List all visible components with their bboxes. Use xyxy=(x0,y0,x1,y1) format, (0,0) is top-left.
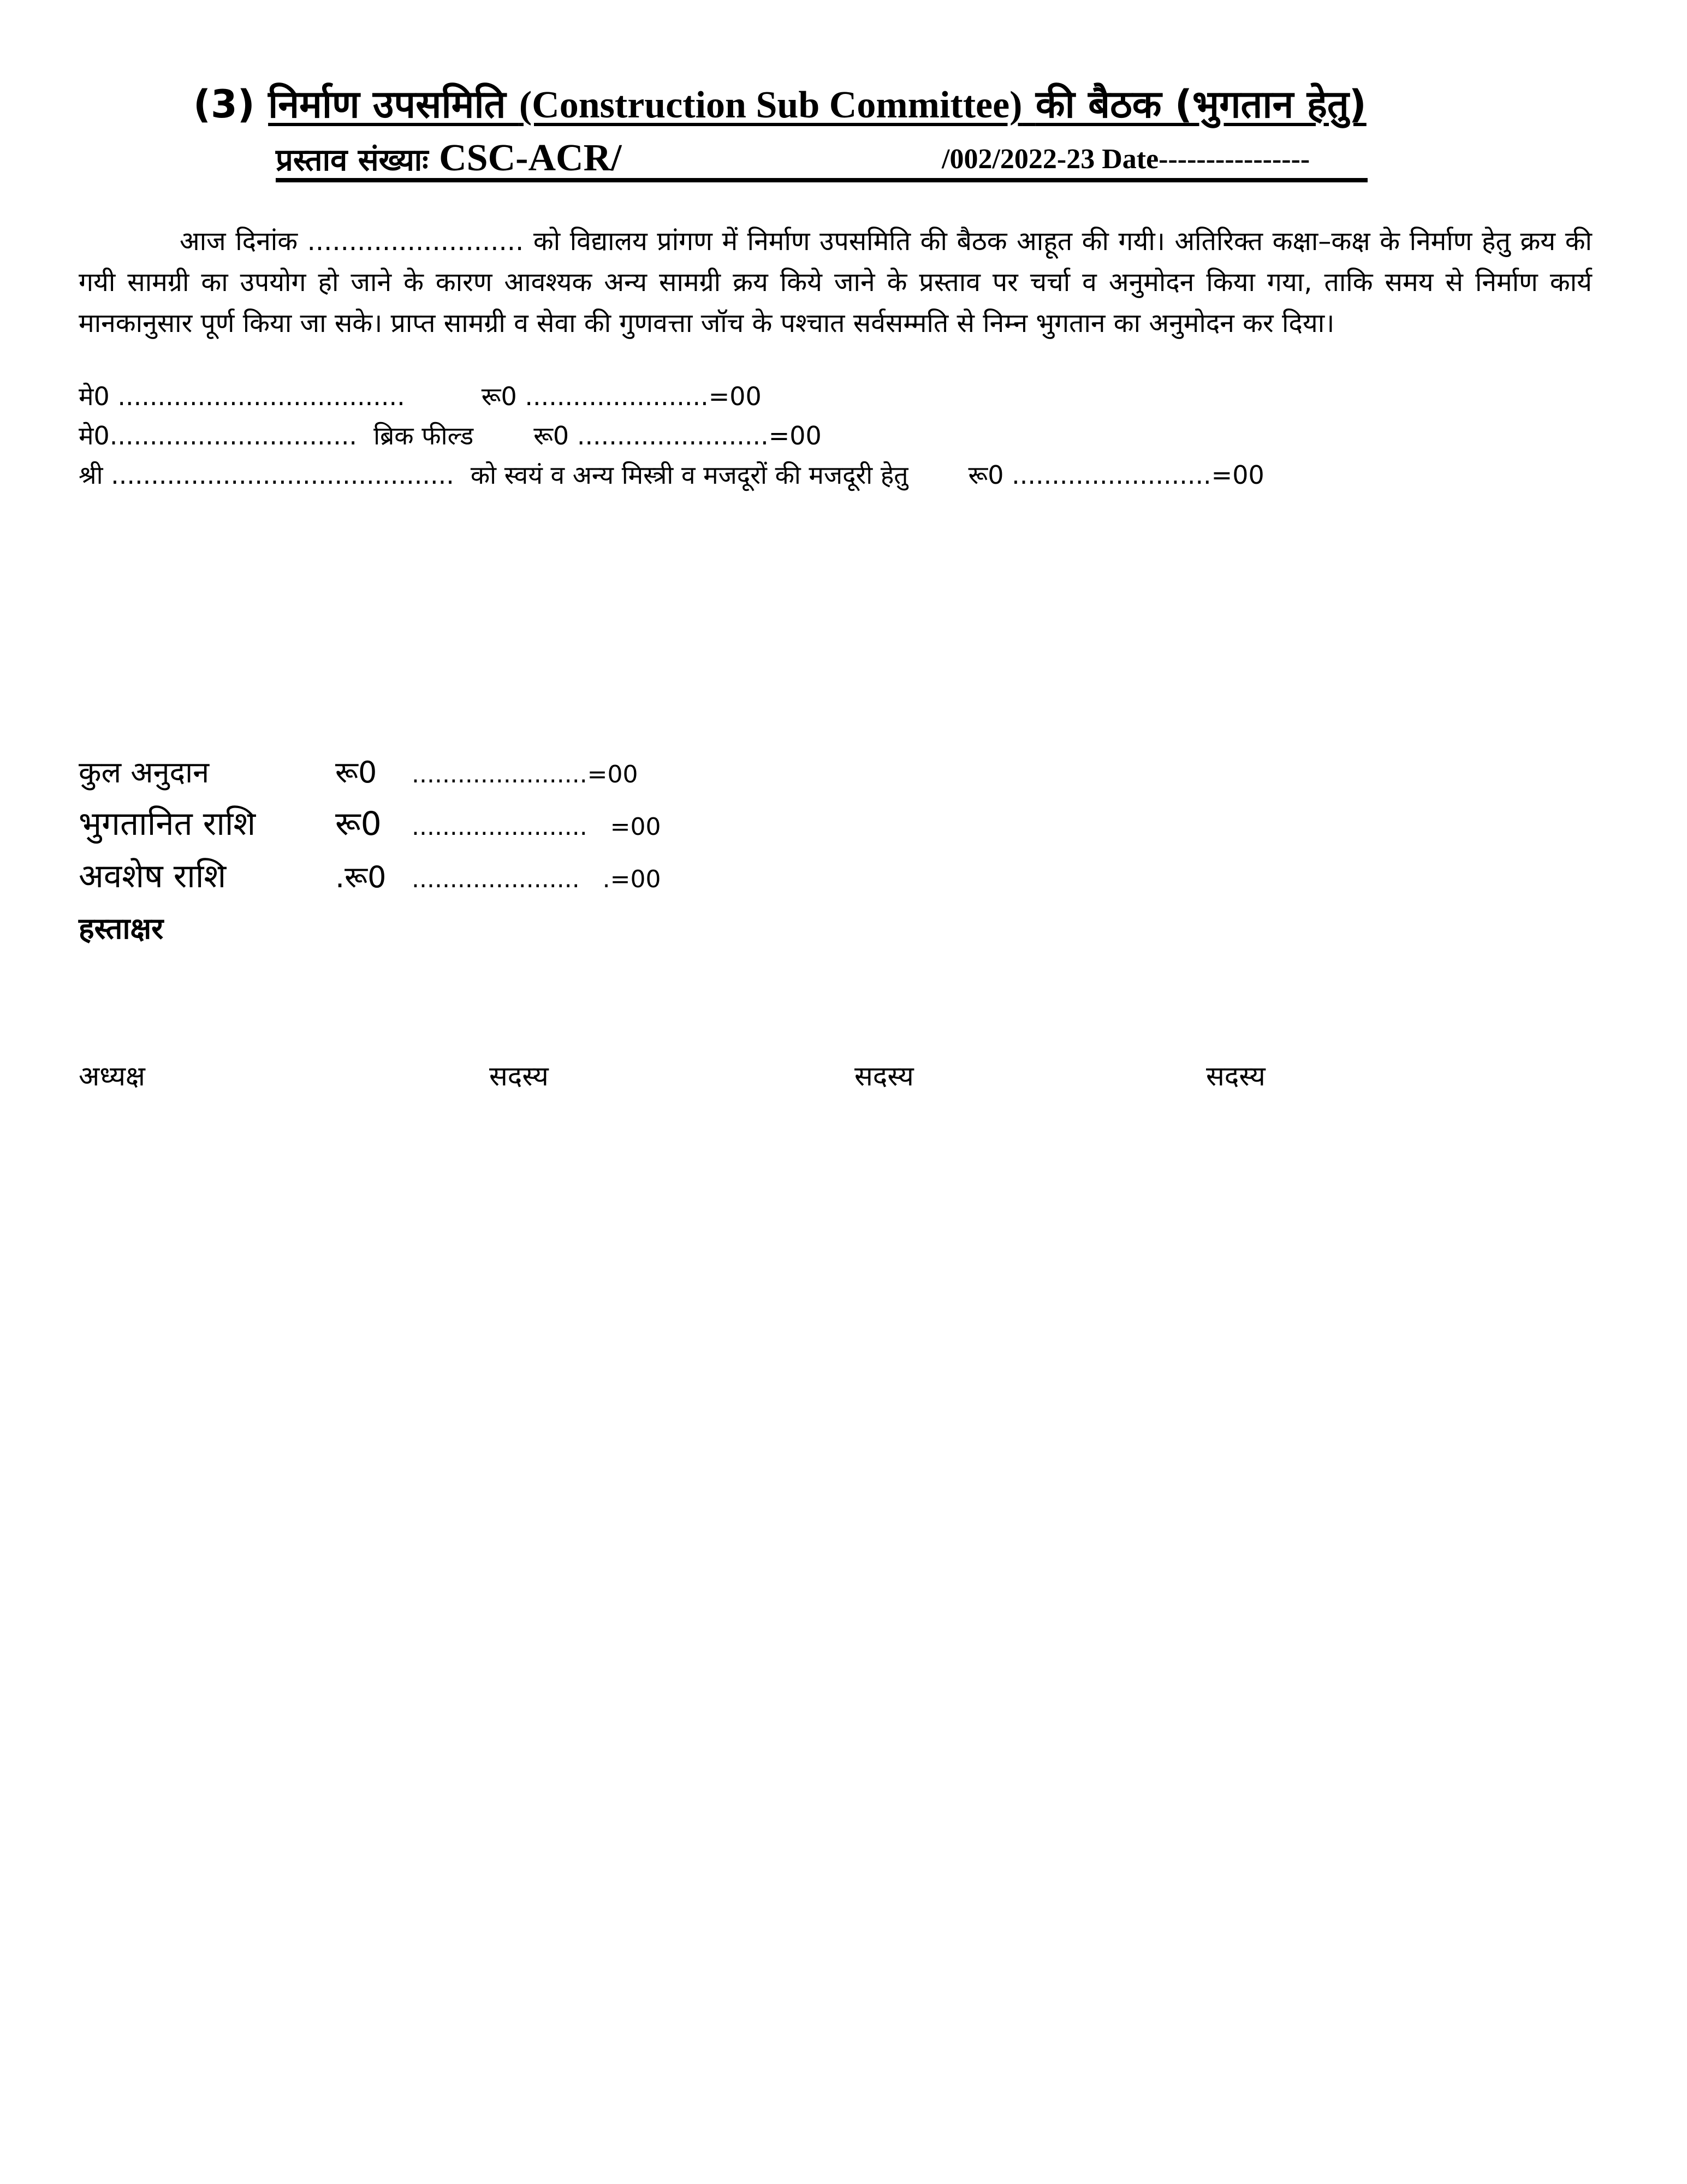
payment-row-3 xyxy=(79,455,1592,495)
value: .......................=00 xyxy=(412,761,638,788)
proposal-suffix-date: /002/2022-23 Date---------------- xyxy=(942,144,1310,175)
label: भुगतानित राशि xyxy=(79,805,256,843)
value: ...................... .=00 xyxy=(412,865,661,893)
currency: रू0 xyxy=(335,755,377,790)
currency: .रू0 xyxy=(335,860,387,894)
proposal-number-line xyxy=(276,136,1368,182)
total-grant-row xyxy=(79,748,661,799)
payment-row-1 xyxy=(79,377,1592,416)
currency: रू0 xyxy=(335,805,382,843)
proposal-ref: CSC-ACR/ xyxy=(439,137,622,179)
payment-row-2 xyxy=(79,416,1592,455)
label: कुल अनुदान xyxy=(79,755,210,790)
signatory-member-1: सदस्य xyxy=(489,1060,549,1092)
payee: श्री ........................................... xyxy=(79,460,454,490)
paid-amount-row xyxy=(79,799,661,852)
description: को स्वयं व अन्य मिस्त्री व मजदूरों की मजदूरी हेतु xyxy=(470,460,908,490)
meeting-paragraph: आज दिनांक .......................... को विद्यालय प्रांगण में निर्माण उपसमिति की बैठक आहूत की गयी। अतिरिक्त कक्षा–कक्ष के निर्माण हेतु क्रय की गयी सामग्री का उपयोग हो जाने के कारण आवश्यक अन्य सामग्री क्रय किये जाने के प्रस्ताव पर चर्चा व अनुमोदन किया गया, ताकि समय से निर्माण कार्य मानकानुसार पूर्ण किया जा सके। प्राप्त सामग्री व सेवा की गुणवत्ता जॉच के पश्चात सर्वसम्मति से निम्न भुगतान का अनुमोदन कर दिया। xyxy=(79,226,1592,339)
title-english: (Construction Sub Committee) xyxy=(519,84,1023,126)
amount: रू0 ........................=00 xyxy=(533,421,822,450)
proposal-label: प्रस्ताव संख्याः xyxy=(276,143,429,178)
amount: रू0 .........................=00 xyxy=(968,460,1264,490)
title-underlined xyxy=(268,82,1367,127)
payee: मे0 .................................... xyxy=(79,382,405,411)
balance-amount-row xyxy=(79,852,661,904)
title-hindi-1: निर्माण उपसमिति xyxy=(268,82,506,127)
label: अवशेष राशि xyxy=(79,857,227,895)
description: ब्रिक फील्ड xyxy=(373,421,474,450)
signatory-member-2: सदस्य xyxy=(854,1060,914,1092)
section-number: (3) xyxy=(193,82,255,127)
signature-heading: हस्ताक्षर xyxy=(79,911,164,946)
payee: मे0............................... xyxy=(79,421,358,450)
signatory-member-3: सदस्य xyxy=(1206,1060,1266,1092)
payment-list xyxy=(79,377,1592,495)
amount: रू0 .......................=00 xyxy=(481,382,762,411)
title-hindi-2: की बैठक (भुगतान हेतु) xyxy=(1035,82,1367,127)
signatory-chairperson: अध्यक्ष xyxy=(79,1060,145,1092)
document-title xyxy=(193,76,1367,129)
totals-section xyxy=(79,748,661,953)
value: ....................... =00 xyxy=(412,813,661,841)
body-section xyxy=(79,221,1592,495)
